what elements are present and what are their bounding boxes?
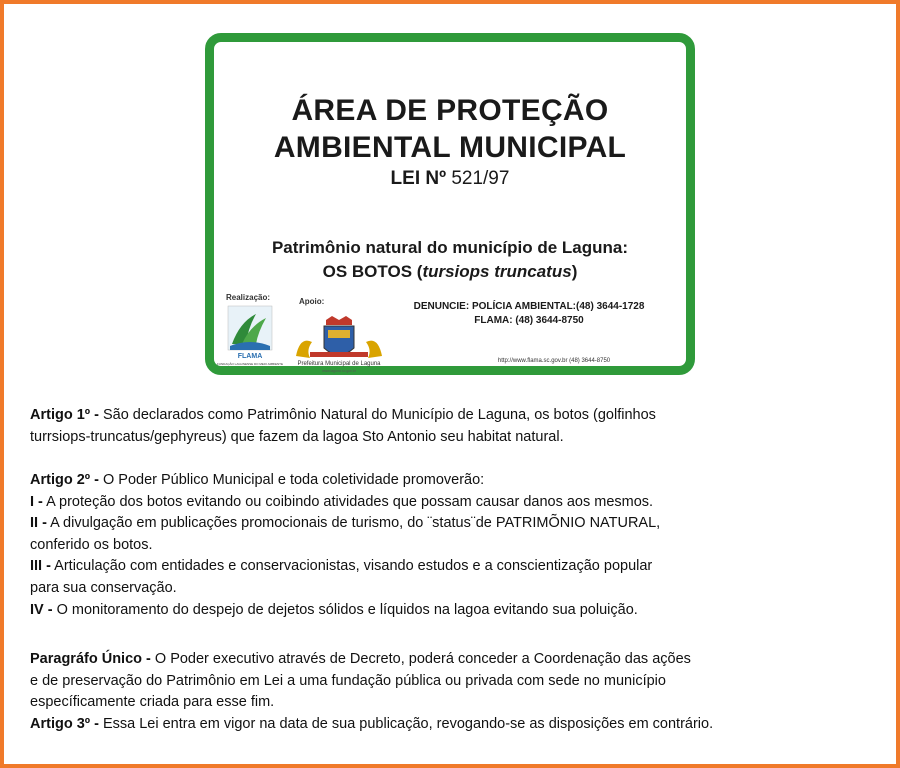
item-2-line1 — [30, 513, 880, 535]
paragrafo-unico — [30, 649, 880, 735]
law-prefix: LEI Nº — [390, 168, 447, 189]
paragrafo-line2: e de preservação do Patrimônio em Lei a uma fundação pública ou privada com sede no município — [30, 672, 666, 689]
article-1-text: São declarados como Patrimônio Natural do Município de Laguna, os botos (golfinhos — [98, 407, 656, 423]
article-3 — [30, 714, 880, 736]
prefeitura-caption: Prefeitura Municipal de Laguna — [297, 361, 381, 367]
item-4 — [30, 600, 880, 622]
article-3-label: Artigo 3º - — [30, 715, 99, 732]
article-2 — [30, 470, 880, 621]
article-2-line — [30, 470, 880, 492]
item-1-label: I - — [30, 493, 43, 510]
subtitle-bold: OS BOTOS ( — [322, 262, 423, 281]
prefeitura-logo-icon — [290, 312, 388, 374]
item-4-label: IV - — [30, 601, 53, 618]
item-3-text: Articulação com entidades e conservacionistas, visando estudos e a conscientização popular — [50, 558, 653, 575]
article-1-line1 — [30, 405, 880, 427]
item-1-text: A proteção dos botos evitando ou coibindo atividades que possam causar danos aos mesmos. — [42, 493, 654, 510]
article-2-text: O Poder Público Municipal e toda coletividade promoverão: — [98, 472, 485, 488]
item-2-text: A divulgação em publicações promocionais de turismo, do ¨status¨de PATRIMÕNIO NATURAL, — [46, 515, 661, 532]
article-2-label: Artigo 2º - — [30, 472, 99, 488]
article-1 — [30, 405, 880, 448]
sign-title-line1: ÁREA DE PROTEÇÃO — [291, 94, 609, 127]
flama-logo-icon — [216, 304, 284, 372]
protection-area-sign — [205, 33, 695, 375]
item-2-label: II - — [30, 515, 47, 532]
paragrafo-label: Paragráfo Único - — [30, 651, 151, 667]
sign-title — [214, 92, 686, 166]
subtitle-species: tursiops truncatus — [422, 262, 572, 281]
flama-name: FLAMA — [237, 353, 263, 360]
item-3-line1 — [30, 556, 880, 578]
sign-website: http://www.flama.sc.gov.br (48) 3644-8750 — [497, 358, 611, 364]
item-2-line2: conferido os botos. — [30, 536, 153, 553]
sign-subtitle-line2 — [214, 262, 686, 282]
item-4-text: O monitoramento do despejo de dejetos sólidos e líquidos na lagoa evitando sua poluição. — [52, 601, 638, 618]
law-number: 521/97 — [451, 168, 510, 189]
sign-law — [214, 168, 686, 190]
realizacao-label: Realização: — [226, 293, 271, 302]
item-3-line2: para sua conservação. — [30, 579, 177, 596]
paragrafo-line3: específicamente criada para esse fim. — [30, 694, 275, 711]
item-3-label: III - — [30, 558, 51, 575]
article-1-label: Artigo 1º - — [30, 407, 99, 423]
apoio-label: Apoio: — [299, 297, 325, 306]
sign-title-line2: AMBIENTAL MUNICIPAL — [273, 131, 627, 164]
sign-subtitle-line1: Patrimônio natural do município de Laguna: — [271, 238, 629, 257]
contact-info — [384, 300, 674, 328]
article-3-text: Essa Lei entra em vigor na data de sua publicação, revogando-se as disposições em contrário. — [98, 715, 714, 732]
contact-line1: DENUNCIE: POLÍCIA AMBIENTAL:(48) 3644-1728 — [413, 301, 645, 312]
contact-line2: FLAMA: (48) 3644-8750 — [474, 315, 584, 326]
prefeitura-site: www.laguna.sc.gov.br — [322, 369, 356, 373]
paragrafo-line1 — [30, 649, 880, 671]
subtitle-end: ) — [571, 262, 578, 281]
item-1 — [30, 492, 880, 514]
paragrafo-text: O Poder executivo através de Decreto, poderá conceder a Coordenação das ações — [150, 651, 691, 667]
flama-caption: FUNDAÇÃO LAGUNENSE DO MEIO AMBIENTE — [216, 362, 284, 366]
article-1-line2: turrsiops-truncatus/gephyreus) que fazem da lagoa Sto Antonio seu habitat natural. — [30, 428, 564, 445]
